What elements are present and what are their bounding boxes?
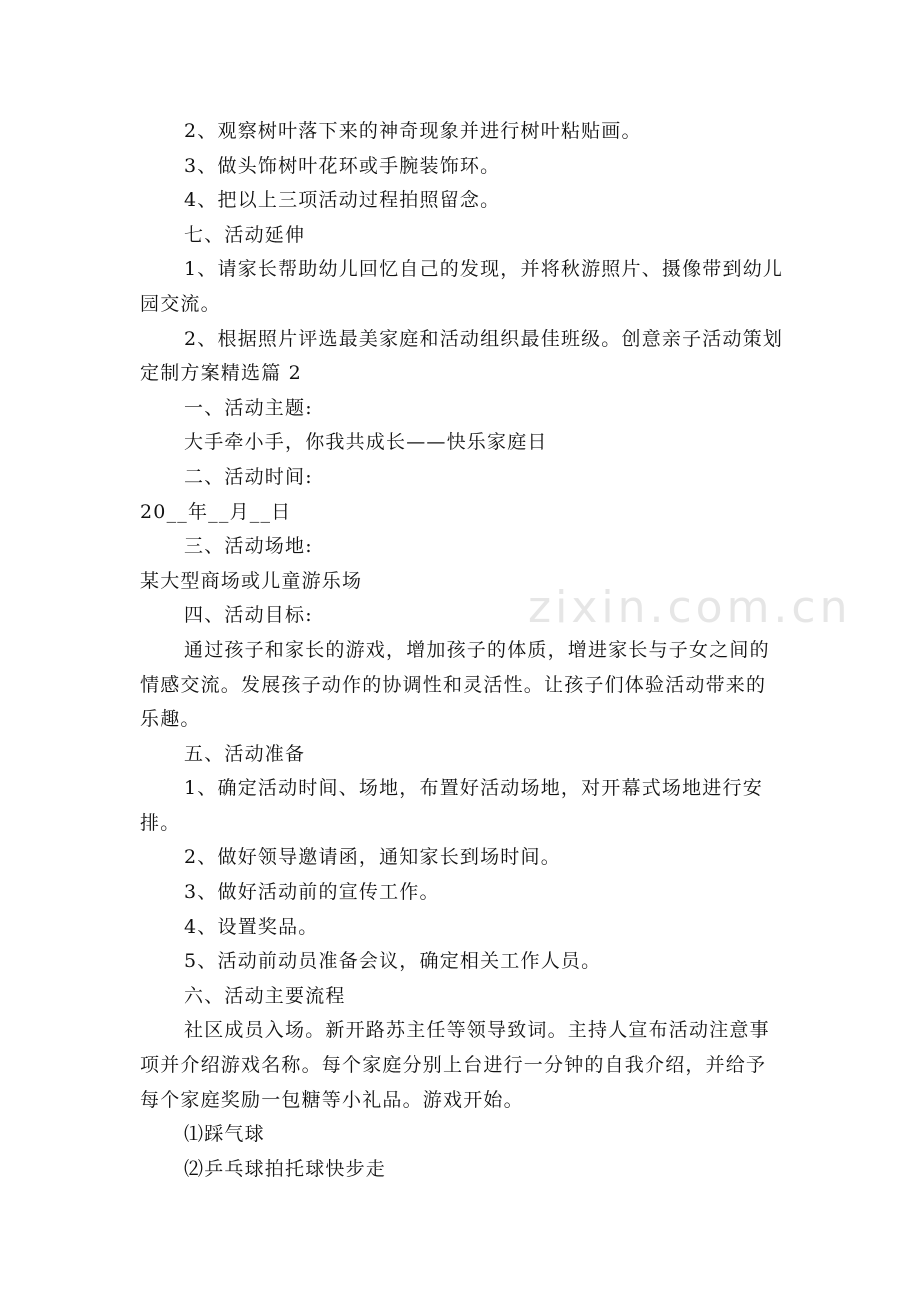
section-heading-5: 五、活动准备 bbox=[184, 742, 306, 765]
paragraph-4: 1、请家长帮助幼儿回忆自己的发现，并将秋游照片、摄像带到幼儿园交流。 bbox=[140, 258, 784, 315]
paragraph-2: 3、做头饰树叶花环或手腕装饰环。 bbox=[184, 154, 501, 177]
paragraph-date: 20__年__月__日 bbox=[140, 500, 292, 523]
section-heading-4: 四、活动目标: bbox=[184, 604, 313, 627]
paragraph-venue: 某大型商场或儿童游乐场 bbox=[140, 569, 363, 592]
paragraph-prep-5: 5、活动前动员准备会议，确定相关工作人员。 bbox=[184, 950, 602, 973]
section-heading-6: 六、活动主要流程 bbox=[184, 984, 346, 1007]
section-heading-1: 一、活动主题: bbox=[184, 396, 313, 419]
paragraph-3: 4、把以上三项活动过程拍照留念。 bbox=[184, 189, 501, 212]
paragraph-1: 2、观察树叶落下来的神奇现象并进行树叶粘贴画。 bbox=[184, 120, 642, 142]
section-heading-2: 二、活动时间: bbox=[184, 465, 313, 488]
paragraph-prep-3: 3、做好活动前的宣传工作。 bbox=[184, 881, 440, 904]
paragraph-prep-1: 1、确定活动时间、场地，布置好活动场地，对开幕式场地进行安排。 bbox=[140, 777, 763, 834]
paragraph-process: 社区成员入场。新开路苏主任等领导致词。主持人宣布活动注意事项并介绍游戏名称。每个家庭分别上台进行一分钟的自我介绍，并给予每个家庭奖励一包糖等小礼品。游戏开始。 bbox=[140, 1019, 770, 1111]
paragraph-6: 大手牵小手，你我共成长——快乐家庭日 bbox=[184, 431, 548, 454]
game-item-2: ⑵乒乓球拍托球快步走 bbox=[184, 1157, 387, 1180]
section-heading-3: 三、活动场地: bbox=[184, 535, 313, 558]
paragraph-goals: 通过孩子和家长的游戏，增加孩子的体质，增进家长与子女之间的情感交流。发展孩子动作的协调性和灵活性。让孩子们体验活动带来的乐趣。 bbox=[140, 638, 770, 731]
section-heading-7: 七、活动延伸 bbox=[184, 223, 306, 246]
document-body bbox=[140, 114, 786, 1186]
game-item-1: ⑴踩气球 bbox=[184, 1123, 265, 1146]
paragraph-prep-2: 2、做好领导邀请函，通知家长到场时间。 bbox=[184, 846, 561, 869]
watermark: zixin.com.cn bbox=[528, 582, 852, 633]
paragraph-prep-4: 4、设置奖品。 bbox=[184, 915, 319, 938]
paragraph-5: 2、根据照片评选最美家庭和活动组织最佳班级。创意亲子活动策划定制方案精选篇 2 bbox=[140, 327, 784, 385]
